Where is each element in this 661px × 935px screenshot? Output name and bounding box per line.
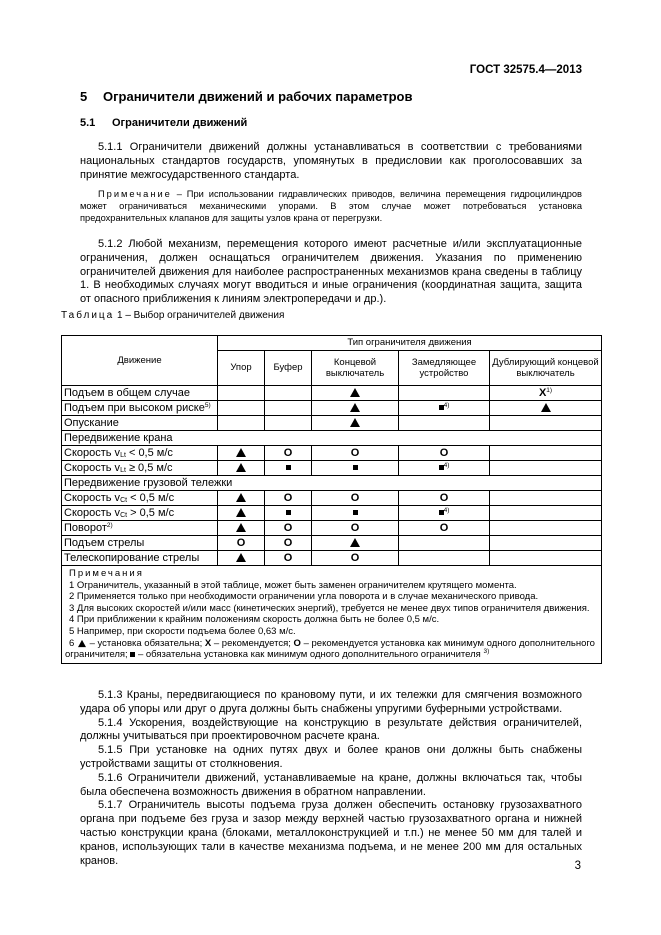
triangle-mark <box>541 403 551 412</box>
legend-prefix: 6 <box>69 637 77 649</box>
table-cell <box>265 521 312 536</box>
header-col: Замедляющее устройство <box>399 351 490 386</box>
table-header-row <box>62 336 602 351</box>
table-cell <box>312 536 399 551</box>
paragraph-5-1-3: 5.1.3 Краны, передвигающиеся по крановому пути, и их тележки для смягчения возможного удара об упоры или друг о друга должны быть снабжены упругими буферными устройствами. <box>80 689 582 715</box>
header-col: Буфер <box>265 351 312 386</box>
footnote-ref: 4) <box>443 461 450 469</box>
table-row <box>62 551 602 566</box>
section-label: Передвижение крана <box>62 431 602 446</box>
table-caption-text: 1 – Выбор ограничителей движения <box>114 310 285 321</box>
table-cell <box>218 446 265 461</box>
section-number: 5 <box>80 89 88 104</box>
circle-mark: O <box>283 491 293 504</box>
note-label: Примечание <box>98 189 172 199</box>
row-label-text: Подъем стрелы <box>64 536 145 549</box>
table-cell <box>490 401 602 416</box>
section-label: Передвижение грузовой тележки <box>62 476 602 491</box>
triangle-mark <box>236 463 246 472</box>
table-row <box>62 521 602 536</box>
row-label-sub: Ct <box>120 511 128 519</box>
table-caption <box>61 310 284 321</box>
table-cell <box>312 461 399 476</box>
table-caption-label: Таблица <box>61 310 115 321</box>
header-col: Концевой выключатель <box>312 351 399 386</box>
legend-note <box>65 638 598 661</box>
footnote-ref: 5) <box>204 401 211 409</box>
header-col: Дублирующий концевой выключатель <box>490 351 602 386</box>
table-cell <box>265 506 312 521</box>
note-item: 4 При приближении к крайним положениям скорость должна быть не более 0,5 м/с. <box>69 614 440 626</box>
table-cell <box>218 416 265 431</box>
table-cell <box>399 551 490 566</box>
table-row <box>62 386 602 401</box>
row-label-text: Опускание <box>64 416 119 429</box>
table-notes <box>62 566 602 664</box>
square-mark <box>286 465 291 470</box>
row-label <box>62 416 218 431</box>
circle-mark: O <box>293 637 301 649</box>
table-cell <box>218 551 265 566</box>
table-cell <box>312 401 399 416</box>
row-label <box>62 386 218 401</box>
note-hydraulic <box>80 188 582 225</box>
paragraphs-after-table <box>80 689 582 868</box>
square-mark <box>286 510 291 515</box>
square-mark <box>353 510 358 515</box>
x-mark: X <box>538 386 547 399</box>
triangle-mark <box>236 553 246 562</box>
table-cell <box>218 461 265 476</box>
row-label-sub: Ct <box>120 496 128 504</box>
row-label-text: Подъем при высоком риске <box>64 401 205 414</box>
limiters-table <box>61 335 602 664</box>
row-label <box>62 491 218 506</box>
table-cell <box>399 461 490 476</box>
row-label <box>62 401 218 416</box>
table-cell <box>218 386 265 401</box>
legend-additional-recommended: – рекомендуется установка как минимум одного дополнительного ограничителя; <box>65 637 595 661</box>
table-cell <box>399 506 490 521</box>
row-label-tail: ≥ 0,5 м/с <box>125 461 173 474</box>
table-row <box>62 506 602 521</box>
legend-recommended: – рекомендуется; <box>211 637 294 649</box>
table-cell <box>265 446 312 461</box>
table-body <box>62 336 602 664</box>
subsection-heading <box>80 117 247 129</box>
table-row <box>62 536 602 551</box>
table-cell <box>218 401 265 416</box>
circle-mark: O <box>350 491 360 504</box>
row-label-text: Телескопирование стрелы <box>64 551 200 564</box>
subsection-number: 5.1 <box>80 117 96 129</box>
header-movement: Движение <box>62 336 218 386</box>
circle-mark: O <box>439 521 449 534</box>
circle-mark: O <box>350 551 360 564</box>
table-cell <box>399 416 490 431</box>
table-cell <box>312 506 399 521</box>
note-item: 2 Применяется только при необходимости ограничении угла поворота и в случае механического привода. <box>69 591 539 603</box>
table-cell <box>312 551 399 566</box>
table-cell <box>490 386 602 401</box>
triangle-mark <box>350 403 360 412</box>
table-cell <box>312 386 399 401</box>
row-label-tail: < 0,5 м/с <box>127 491 175 504</box>
section-title: Ограничители движений и рабочих параметров <box>103 89 413 104</box>
table-cell <box>490 416 602 431</box>
table-cell <box>312 446 399 461</box>
table-cell <box>399 491 490 506</box>
table-cell <box>265 461 312 476</box>
table-cell <box>312 416 399 431</box>
footnote-ref: 2) <box>106 521 113 529</box>
document-header: ГОСТ 32575.4—2013 <box>469 64 582 76</box>
table-cell <box>218 506 265 521</box>
table-cell <box>265 551 312 566</box>
row-label-tail: > 0,5 м/с <box>127 506 175 519</box>
table-cell <box>218 491 265 506</box>
note-item: 1 Ограничитель, указанный в этой таблице, может быть заменен ограничителем крутящего момента. <box>69 579 517 591</box>
row-label-sub: Lt <box>120 451 126 459</box>
table-cell <box>218 536 265 551</box>
row-label-tail: < 0,5 м/с <box>125 446 173 459</box>
square-mark <box>353 465 358 470</box>
footnote-ref: 4) <box>443 401 450 409</box>
table-cell <box>265 491 312 506</box>
table-cell <box>265 401 312 416</box>
triangle-mark <box>350 388 360 397</box>
paragraph-5-1-1: 5.1.1 Ограничители движений должны устанавливаться в соответствии с требованиями национальных стандартов государств, упомянутых в предисловии как проголосовавших за принятие межгосударственного стандарта. <box>80 141 582 181</box>
table-cell <box>490 506 602 521</box>
table-cell <box>490 491 602 506</box>
table-cell <box>399 386 490 401</box>
table-row <box>62 401 602 416</box>
row-label <box>62 551 218 566</box>
circle-mark: O <box>283 446 293 459</box>
table-cell <box>265 386 312 401</box>
table-cell <box>265 416 312 431</box>
circle-mark: O <box>439 491 449 504</box>
table-row <box>62 416 602 431</box>
footnote-ref: 1) <box>546 386 553 394</box>
table-cell <box>399 401 490 416</box>
triangle-mark <box>350 418 360 427</box>
table-cell <box>490 536 602 551</box>
legend-additional-mandatory: – обязательна установка как минимум одного дополнительного ограничителя <box>135 649 484 661</box>
paragraph-5-1-6: 5.1.6 Ограничители движений, устанавливаемые на кране, должны включаться так, чтобы была обеспечена возможность движения в обратном направлении. <box>80 771 582 798</box>
circle-mark: O <box>236 536 246 549</box>
table-cell <box>490 446 602 461</box>
x-mark: X <box>204 637 212 649</box>
row-label-sub: Lt <box>120 466 126 474</box>
row-label <box>62 461 218 476</box>
row-label-text: Скорость v <box>64 506 121 519</box>
table-cell <box>399 521 490 536</box>
circle-mark: O <box>283 551 293 564</box>
table-cell <box>490 551 602 566</box>
row-label <box>62 446 218 461</box>
table-cell <box>399 536 490 551</box>
paragraph-5-1-7: 5.1.7 Ограничитель высоты подъема груза должен обеспечить остановку грузозахватного органа при подъеме без груза и зазор между верхней частью грузозахватного органа и нижней частью конструкции крана (блоками, металлоконструкцией и т.п.) не менее 50 мм для талей и кранов, использующих тали в качестве механизма подъема, и не менее 200 мм для остальных кранов. <box>80 799 582 867</box>
header-col: Упор <box>218 351 265 386</box>
table-notes-row <box>62 566 602 664</box>
table-section-row <box>62 476 602 491</box>
paragraph-5-1-2: 5.1.2 Любой механизм, перемещения которого имеют расчетные и/или эксплуатационные ограничения, должен оснащаться ограничителем движения. Указания по применению ограничителей движения для наиболее распространенных механизмов крана сведены в таблицу 1. В необходимых случаях могут вводиться и иные ограничения (координатная защита, защита от опасного приближения к линиям электропередачи и др.). <box>80 238 582 306</box>
triangle-mark <box>236 523 246 532</box>
note-item: 3 Для высоких скоростей и/или масс (кинетических энергий), требуется не менее двух типов ограничителя движения. <box>69 602 590 614</box>
notes-label: Примечания <box>69 568 144 579</box>
table-cell <box>312 521 399 536</box>
triangle-mark <box>236 508 246 517</box>
row-label-text: Скорость v <box>64 461 121 474</box>
table-cell <box>399 446 490 461</box>
footnote-ref: 4) <box>443 506 450 514</box>
row-label-text: Скорость v <box>64 446 121 459</box>
table-row <box>62 491 602 506</box>
triangle-mark <box>236 448 246 457</box>
note-item: 5 Например, при скорости подъема более 0,63 м/с. <box>69 625 296 637</box>
table-cell <box>490 521 602 536</box>
note-text: – При использовании гидравлических приводов, величина перемещения гидроцилиндров может ограничиваться механическими упорами. В этом случае может потребоваться установка предохранительных клапанов для защиты узлов крана от перегрузки. <box>80 189 582 224</box>
paragraph-5-1-4: 5.1.4 Ускорения, воздействующие на конструкцию в результате действия ограничителей, должны учитываться при проектировочном расчете крана. <box>80 716 582 743</box>
table-section-row <box>62 431 602 446</box>
page-number: 3 <box>574 860 581 872</box>
subsection-title: Ограничители движений <box>112 117 248 129</box>
table-row <box>62 446 602 461</box>
row-label <box>62 506 218 521</box>
circle-mark: O <box>283 521 293 534</box>
table-cell <box>265 536 312 551</box>
triangle-mark <box>236 493 246 502</box>
table-row <box>62 461 602 476</box>
triangle-mark <box>350 538 360 547</box>
footnote-ref: 3) <box>483 648 490 656</box>
row-label <box>62 536 218 551</box>
circle-mark: O <box>283 536 293 549</box>
table-cell <box>218 521 265 536</box>
row-label-text: Скорость v <box>64 491 121 504</box>
row-label <box>62 521 218 536</box>
header-limiter-type: Тип ограничителя движения <box>218 336 602 351</box>
section-heading <box>80 89 412 104</box>
legend-mandatory: – установка обязательна; <box>86 637 205 649</box>
circle-mark: O <box>350 446 360 459</box>
triangle-mark <box>78 639 86 646</box>
circle-mark: O <box>350 521 360 534</box>
table-cell <box>312 491 399 506</box>
table-cell <box>490 461 602 476</box>
row-label-text: Поворот <box>64 521 107 534</box>
row-label-text: Подъем в общем случае <box>64 386 190 399</box>
circle-mark: O <box>439 446 449 459</box>
paragraph-5-1-5: 5.1.5 При установке на одних путях двух и более кранов они должны быть снабжены устройствами защиты от столкновения. <box>80 744 582 770</box>
